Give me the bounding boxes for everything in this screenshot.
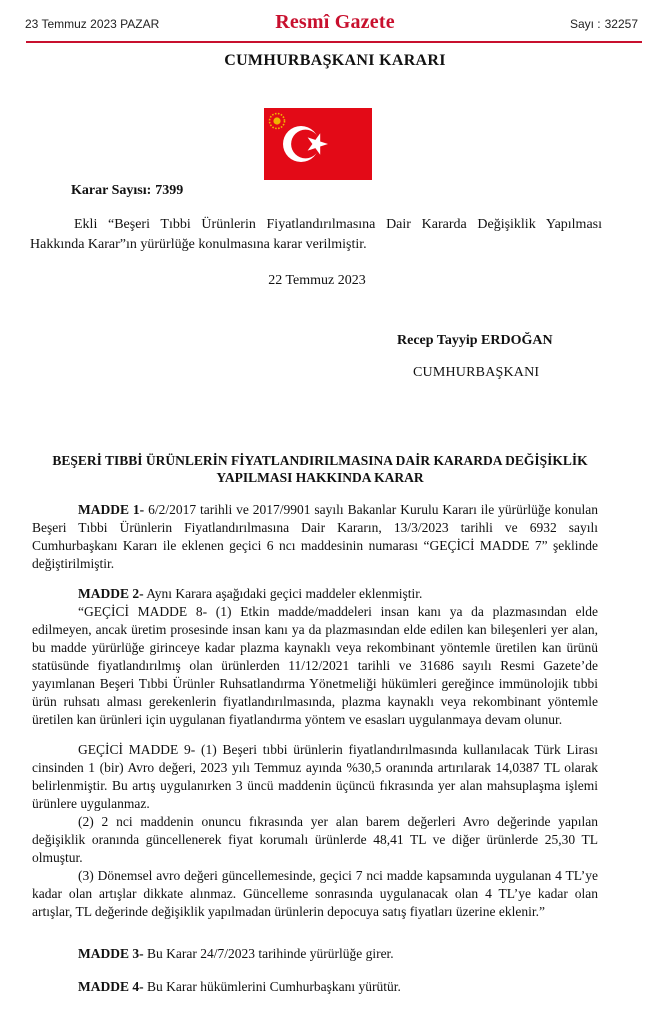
issue-label: Sayı : <box>569 17 601 31</box>
gazette-title: Resmî Gazete <box>275 11 395 33</box>
intro-paragraph: Ekli “Beşeri Tıbbi Ürünlerin Fiyatlandırılmasına Dair Kararda Değişiklik Yapılması Hakkında Karar”ın yürürlüğe konulmasına karar verilmiştir. <box>30 217 602 252</box>
article-label: MADDE 1- <box>78 502 145 517</box>
document-kind: CUMHURBAŞKANI KARARI <box>224 52 446 69</box>
temporary-article-8: “GEÇİCİ MADDE 8- (1) Etkin madde/maddeleri insan kanı ya da plazmasından elde edilmeyen, ancak üretim prosesinde insan kanı ya da plazmasından elde edilen kan bileşenleri yer alan, bu madde yürürlüğe girinceye kadar plazma kaynaklı veya rekombinant yöntemle üretilen kan ürünü statüsünde fiyatlandırılmış olan ürünlerden 11/12/2021 tarihli ve 31686 sayılı Resmi Gazete’de yayımlanan Beşeri Tıbbi Ürünler Ruhsatlandırma Yönetmeliği hükümleri gereğince immünolojik tıbbi ürün ruhsatı alması gerekenlerin fiyatlandırılmasında, plazma kaynaklı veya rekombinant yöntemle üretilen kan ürünleri için uygulanan fiyatlandırma yöntem ve esasları uygulanmaya devam olunur. <box>32 604 598 727</box>
issue-value: 32257 <box>604 17 638 31</box>
annex-title: BEŞERİ TIBBİ ÜRÜNLERİN FİYATLANDIRILMASINA DAİR KARARDA DEĞİŞİKLİK YAPILMASI HAKKINDA KARAR <box>52 453 588 485</box>
article-1 <box>32 501 598 573</box>
article-text: 6/2/2017 tarihli ve 2017/9901 sayılı Bakanlar Kurulu Kararı ile yürürlüğe konulan Beşeri Tıbbi Ürünlerin Fiyatlandırılmasına Dair Kararın, 13/3/2023 tarihli ve 6932 sayılı Cumhurbaşkanı Kararı ile eklenen geçici 6 ncı maddesinin numarası “GEÇİCİ MADDE 7” şeklinde değiştirilmiştir. <box>32 502 598 571</box>
decision-label: Karar Sayısı: <box>71 183 152 198</box>
temporary-article-9-para-2: (2) 2 nci maddenin onuncu fıkrasında yer alan barem değerleri Avro değerinde yapılan değişiklik oranında güncellenerek fiyat korumalı ürünlerde 48,41 TL ve diğer ürünlerde 25,30 TL olmuştur. <box>32 814 598 865</box>
article-label: MADDE 3- <box>78 946 144 961</box>
article-text: Aynı Karara aşağıdaki geçici maddeler eklenmiştir. <box>146 586 423 601</box>
turkish-flag-icon <box>264 108 372 180</box>
article-3 <box>32 944 598 964</box>
decision-number <box>71 183 183 199</box>
decision-value: 7399 <box>155 183 184 198</box>
temporary-article-9-para-1: GEÇİCİ MADDE 9- (1) Beşeri tıbbi ürünlerin fiyatlandırılmasında kullanılacak Türk Lirası cinsinden 1 (bir) Avro değeri, 2023 yılı Temmuz ayında %30,5 oranında artırılarak 14,0387 TL olarak belirlenmiştir. Bu artış uygulanırken 3 üncü maddenin üçüncü fıkrasında yer alan mahsuplaşma işlemi ürünlere uygulanmaz. <box>32 742 598 811</box>
decision-date: 22 Temmuz 2023 <box>268 273 366 288</box>
signatory-title: CUMHURBAŞKANI <box>413 365 540 380</box>
article-text: Bu Karar hükümlerini Cumhurbaşkanı yürütür. <box>147 979 401 994</box>
publication-date: 23 Temmuz 2023 PAZAR <box>25 17 160 31</box>
article-4 <box>32 977 598 997</box>
article-label: MADDE 4- <box>78 979 144 994</box>
temporary-article-9-para-3: (3) Dönemsel avro değeri güncellemesinde, geçici 7 nci madde kapsamında uygulanan 4 TL’ye kadar olan artışlar dikkate alınmaz. Güncelleme sonrasında uygulanacak olan 4 TL’ye kadar olan artışlar, TL değerinde değişiklik yapılmadan ürünlerin depocuya satış fiyatları üzerine eklenir.” <box>32 868 598 919</box>
signatory-name: Recep Tayyip ERDOĞAN <box>397 333 553 348</box>
article-2 <box>32 585 598 603</box>
issue-number <box>570 17 638 31</box>
article-label: MADDE 2- <box>78 586 144 601</box>
header-divider <box>26 41 642 43</box>
article-text: Bu Karar 24/7/2023 tarihinde yürürlüğe girer. <box>147 946 394 961</box>
gazette-header <box>0 10 670 38</box>
